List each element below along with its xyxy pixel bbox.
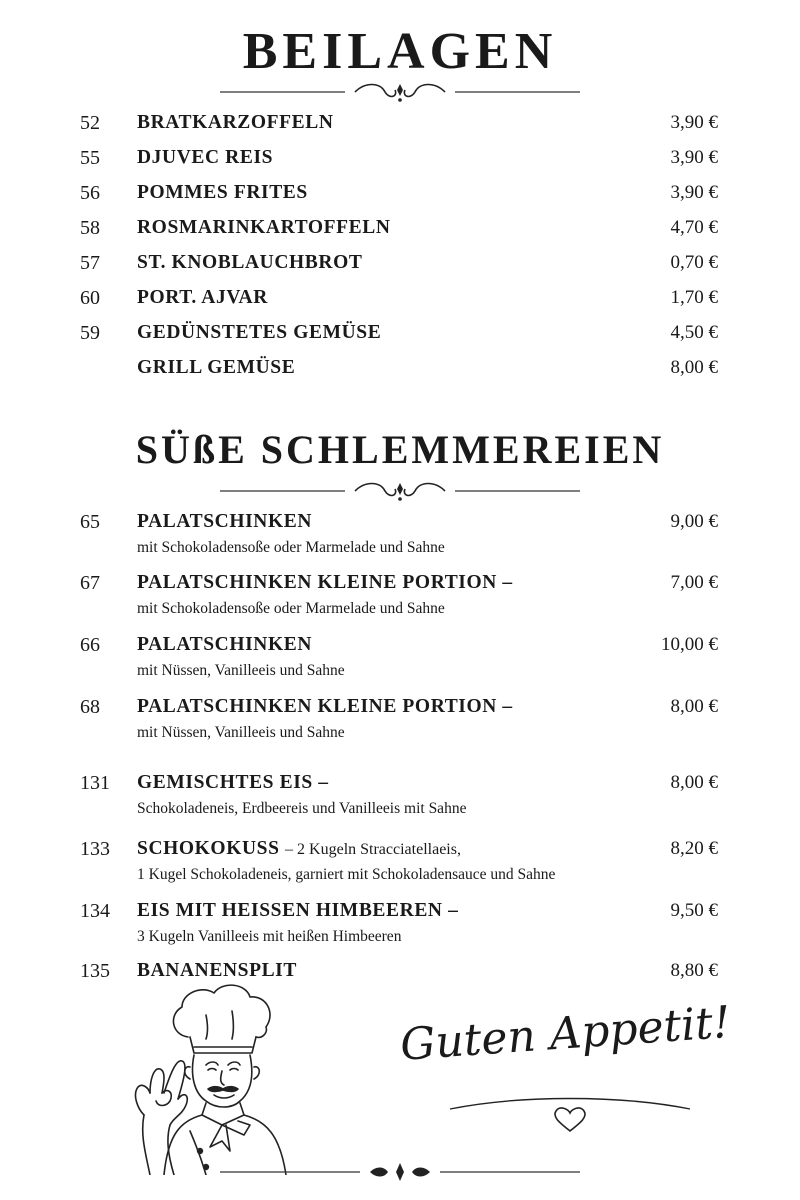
section-title-sides: BEILAGEN	[242, 23, 558, 80]
item-name-text: EIS MIT HEISSEN HIMBEEREN –	[137, 900, 459, 921]
item-price: 8,00 €	[670, 357, 718, 378]
menu-item-row	[0, 838, 800, 898]
item-description: 1 Kugel Schokoladeneis, garniert mit Schokoladensauce und Sahne	[137, 866, 556, 883]
menu-item-row	[0, 772, 800, 832]
menu-item-row	[0, 217, 800, 247]
item-number: 52	[80, 112, 100, 134]
item-price: 8,00 €	[670, 772, 718, 793]
item-number: 135	[80, 960, 110, 982]
item-name	[137, 634, 637, 656]
item-price: 4,50 €	[670, 322, 718, 343]
menu-item-row	[0, 322, 800, 352]
menu-item-row	[0, 696, 800, 756]
item-price: 8,80 €	[670, 960, 718, 981]
menu-item-row	[0, 634, 800, 694]
item-name: GRILL GEMÜSE	[137, 357, 296, 378]
item-number: 56	[80, 182, 100, 204]
menu-item-row	[0, 287, 800, 317]
item-number: 133	[80, 838, 110, 860]
item-price: 3,90 €	[670, 112, 718, 133]
item-price: 3,90 €	[670, 147, 718, 168]
item-name: GEDÜNSTETES GEMÜSE	[137, 322, 382, 343]
item-name	[137, 572, 637, 594]
menu-item-row	[0, 147, 800, 177]
item-name-text: SCHOKOKUSS	[137, 838, 280, 859]
item-number: 134	[80, 900, 110, 922]
chef-illustration-icon	[110, 975, 330, 1175]
menu-item-row	[0, 572, 800, 632]
item-price: 10,00 €	[661, 634, 718, 655]
item-name-text: PALATSCHINKEN KLEINE PORTION –	[137, 572, 513, 593]
item-price: 3,90 €	[670, 182, 718, 203]
item-price: 9,00 €	[670, 511, 718, 532]
menu-item-row	[0, 252, 800, 282]
item-number: 68	[80, 696, 100, 718]
item-inline-description: – 2 Kugeln Stracciatellaeis,	[285, 841, 461, 858]
item-name-text: PALATSCHINKEN	[137, 511, 313, 532]
item-number: 67	[80, 572, 100, 594]
item-number: 59	[80, 322, 100, 344]
item-name: BRATKARZOFFELN	[137, 112, 334, 133]
item-name-text: PALATSCHINKEN	[137, 634, 313, 655]
item-name-text: GEMISCHTES EIS –	[137, 772, 329, 793]
item-price: 7,00 €	[670, 572, 718, 593]
item-name	[137, 838, 637, 860]
item-number: 55	[80, 147, 100, 169]
flourish-divider-icon	[220, 479, 580, 503]
item-name	[137, 772, 637, 794]
closing-greeting: Guten Appetit!	[398, 996, 733, 1071]
item-number: 58	[80, 217, 100, 239]
item-number: 57	[80, 252, 100, 274]
item-name	[137, 900, 637, 922]
item-price: 8,00 €	[670, 696, 718, 717]
item-description: mit Schokoladensoße oder Marmelade und Sahne	[137, 600, 445, 617]
item-name	[137, 511, 637, 533]
item-name: ROSMARINKARTOFFELN	[137, 217, 391, 238]
item-price: 0,70 €	[670, 252, 718, 273]
item-name-text: BANANENSPLIT	[137, 960, 297, 981]
flourish-divider-icon	[220, 1160, 580, 1184]
flourish-divider-icon	[220, 80, 580, 104]
item-name: PORT. AJVAR	[137, 287, 268, 308]
menu-item-row	[0, 182, 800, 212]
item-description: mit Schokoladensoße oder Marmelade und Sahne	[137, 539, 445, 556]
menu-item-row	[0, 511, 800, 571]
item-name: DJUVEC REIS	[137, 147, 274, 168]
item-number: 60	[80, 287, 100, 309]
item-price: 1,70 €	[670, 287, 718, 308]
item-description: Schokoladeneis, Erdbeereis und Vanilleeis mit Sahne	[137, 800, 467, 817]
item-name-text: PALATSCHINKEN KLEINE PORTION –	[137, 696, 513, 717]
item-name: ST. KNOBLAUCHBROT	[137, 252, 363, 273]
item-name	[137, 696, 637, 718]
item-description: mit Nüssen, Vanilleeis und Sahne	[137, 724, 345, 741]
item-name: POMMES FRITES	[137, 182, 308, 203]
heart-icon	[440, 1095, 700, 1135]
item-number: 65	[80, 511, 100, 533]
menu-item-row	[0, 900, 800, 960]
item-price: 9,50 €	[670, 900, 718, 921]
item-description: mit Nüssen, Vanilleeis und Sahne	[137, 662, 345, 679]
menu-item-row	[0, 357, 800, 387]
item-number: 131	[80, 772, 110, 794]
item-price: 4,70 €	[670, 217, 718, 238]
item-price: 8,20 €	[670, 838, 718, 859]
menu-item-row	[0, 112, 800, 142]
item-number: 66	[80, 634, 100, 656]
item-description: 3 Kugeln Vanilleeis mit heißen Himbeeren	[137, 928, 402, 945]
section-title-desserts: SÜßE SCHLEMMEREIEN	[135, 427, 665, 472]
